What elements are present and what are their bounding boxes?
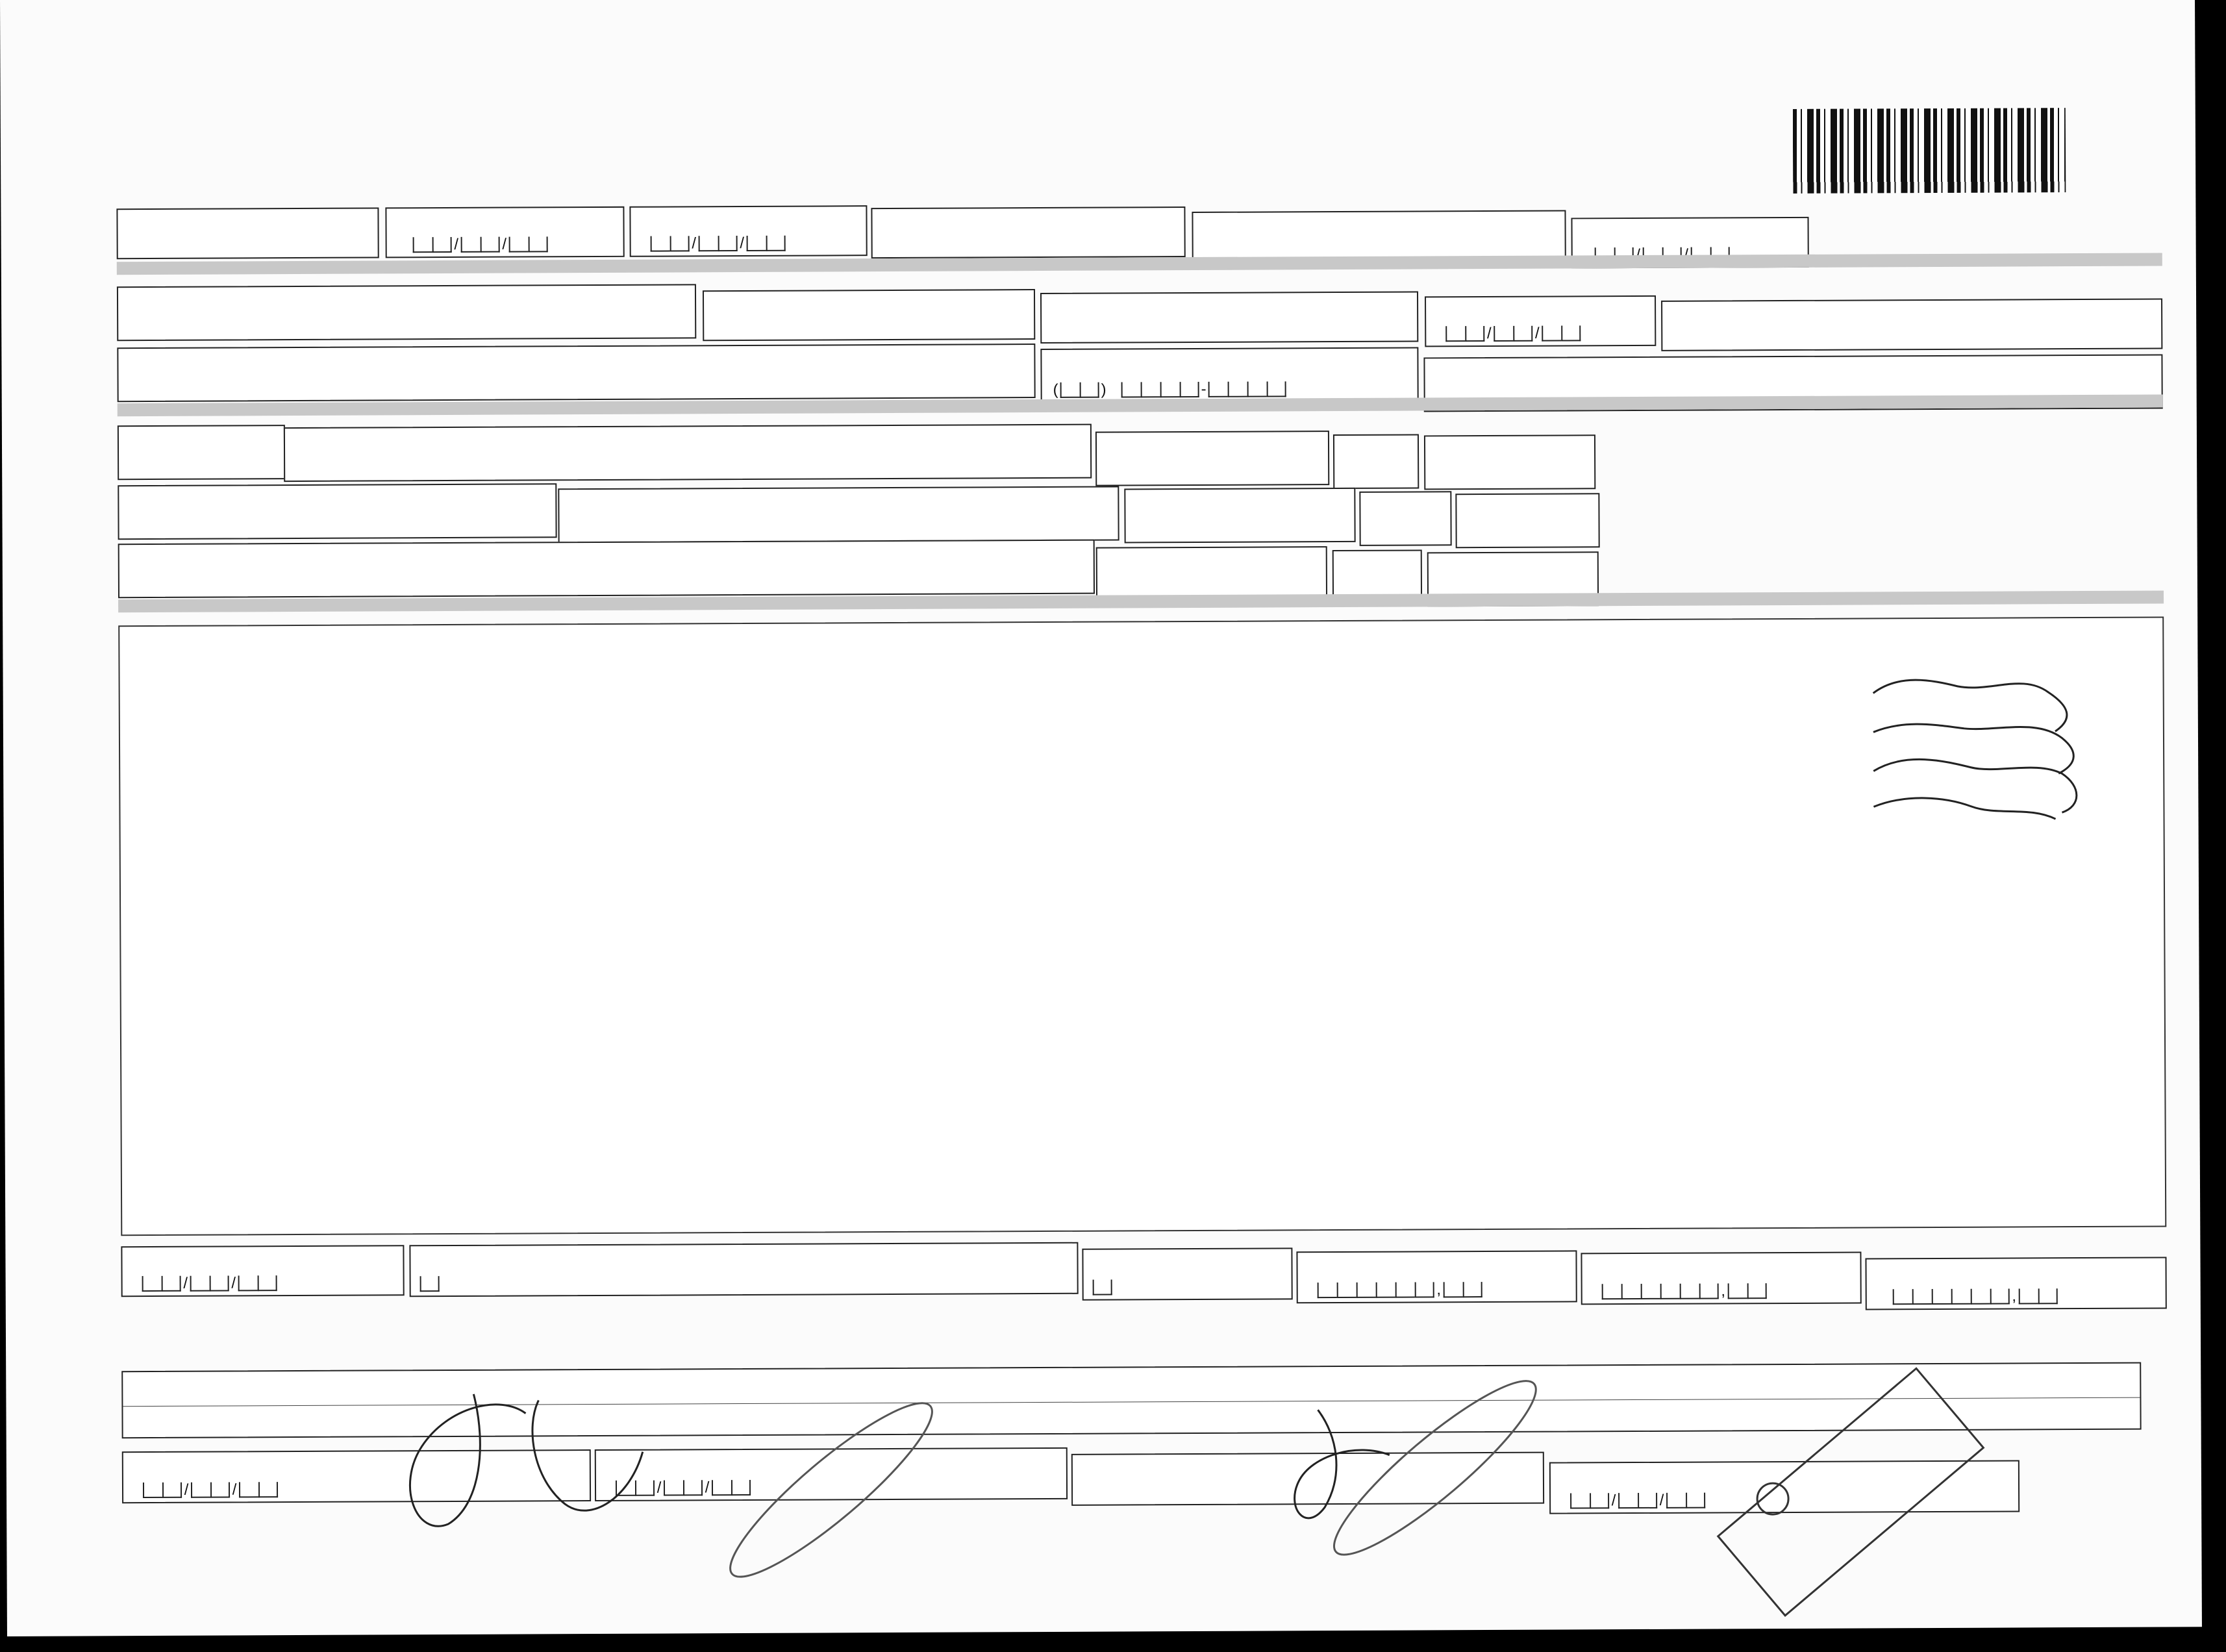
date-emissao-combs: / / bbox=[413, 236, 548, 253]
field-total-franquia: , bbox=[1865, 1257, 2166, 1310]
glosa-signature-row2 bbox=[1873, 723, 2074, 774]
solicitante-signature bbox=[410, 1394, 643, 1527]
field-validade-carteira: / / bbox=[1425, 295, 1656, 347]
glosa-signature-row4 bbox=[1873, 797, 2055, 820]
cro-stamp-1 bbox=[713, 1384, 949, 1596]
field-telefone: ( ) - bbox=[1040, 347, 1418, 403]
beneficiario-signature bbox=[1294, 1410, 1390, 1518]
signature-dentista: / / bbox=[595, 1447, 1068, 1501]
field-previsao-termino: / / bbox=[121, 1245, 404, 1297]
stamp-empresa: / / bbox=[1549, 1460, 2020, 1514]
field-valor-total: , bbox=[1581, 1252, 1861, 1305]
cro-stamp-2 bbox=[1317, 1362, 1553, 1574]
signature-solicitante: / / bbox=[122, 1449, 591, 1503]
field-total-us: , bbox=[1296, 1250, 1577, 1303]
glosa-signature-row3 bbox=[1873, 758, 2077, 813]
field-data-autorizacao: / / bbox=[629, 205, 867, 257]
